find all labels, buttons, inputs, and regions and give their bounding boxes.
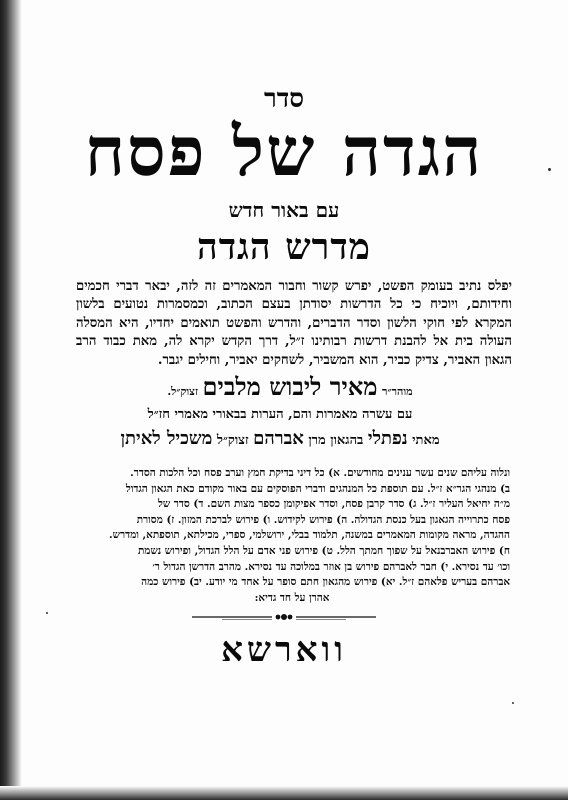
place-of-printing: ווארשא — [221, 630, 347, 670]
description-paragraph: יפלס נתיב בעומק הפשט, יפרש קשור וחבור המאמרים זה לזה, יבאר דברי חכמים וחידותם, ויוכיח כי כל הדרשות יסודתן בעצם הכתוב, וכמסמרות נטועים בלשון המקרא לפי חוקי הלשון וסדר הדברים, והדרש והפשט תואמים יחדיו, היא המסלה העולה בית אל להבנת דרשות רבותינו ז״ל, דרך הקדש יקרא לה, מאת כבוד הרב הגאון האביר, צדיק כביר, הוא המשביר, לשחקים יאביר, וחילים יגבר. — [76, 279, 512, 368]
scan-speck — [512, 702, 514, 704]
by-name-3: משכיל לאיתן — [120, 428, 213, 449]
contents-line: ב) מנהגי הגר״א ז״ל. עם תוספת כל המנהגים ודברי הפוסקים עם באור מקודם כאת הגאון הגדול — [125, 482, 510, 495]
contents-list — [74, 466, 510, 606]
by-name-2: אברהם — [253, 428, 304, 449]
contents-line: ונלוה עליהם שנים עשר ענינים מחודשים. א) כל דיני בדיקת חמץ וערב פסח וכל הלכות הסדר. — [130, 467, 510, 479]
by-line — [60, 428, 500, 449]
contents-line: וכו׳ עד נסירא. י) חבר לאברהם פירוש בן אוזר במלוכה עד נסירא. מהרב הדרשן הגדול ר׳ — [152, 560, 510, 573]
scan-speck — [548, 168, 551, 171]
author-suffix: זצוק״ל. — [167, 385, 199, 398]
contents-line: אהרן על חד גדיא: — [254, 591, 330, 604]
with-commentary-line: עם באור חדש — [228, 198, 340, 222]
by-name-1: נפתלי — [367, 428, 408, 449]
ten-essays-line: עם עשרה מאמרות והם, הערות בבאורי מאמרי חז״ל — [147, 407, 413, 422]
author-name: מאיר ליבוש מלבים — [202, 372, 378, 401]
scan-edge-bottom — [0, 786, 568, 800]
commentary-title: מדרש הגדה — [197, 226, 371, 268]
seder-heading: סדר — [263, 84, 305, 114]
contents-line: ההגדה, מראה מקומות המאמרים במשנה, תלמוד בבלי, ירושלמי, ספרי, מכילתא, תוספתא, ומדרש. — [109, 529, 510, 542]
by-prefix: מאתי — [412, 433, 440, 448]
main-title: הגדה של פסח — [84, 112, 484, 192]
by-middle-2: זצוק״ל — [216, 433, 249, 448]
scan-speck — [46, 612, 48, 614]
author-prefix: מוהר״ר — [382, 385, 413, 398]
author-line — [90, 372, 490, 402]
contents-line: אברהם בעריש פלאהם ז״ל. יא) פירוש מהגאון חתם סופר על אחד מי יודע. יב) פירוש כמה — [141, 576, 510, 589]
by-middle: בהגאון מרן — [308, 433, 364, 448]
ornamental-rule — [192, 612, 376, 622]
contents-line: פסח כתרוייה הגאגון בעל כנסת הגדולה. ה) פירוש לקידוש. ו) פירוש לברכת המזון. ז) מסורת — [136, 513, 510, 526]
contents-line: ח) פירוש האברבנאל על שפוך חמתך הלל. ט) פירוש פני אדם על הלל הגדול, ופירוש נשמת — [137, 544, 510, 557]
contents-line: מ״ה יחיאל העליר ז״ל. ג) סדר קרבן פסח, וסדר אפיקומן כספר מצות השם. ד) סדר של — [157, 498, 510, 511]
